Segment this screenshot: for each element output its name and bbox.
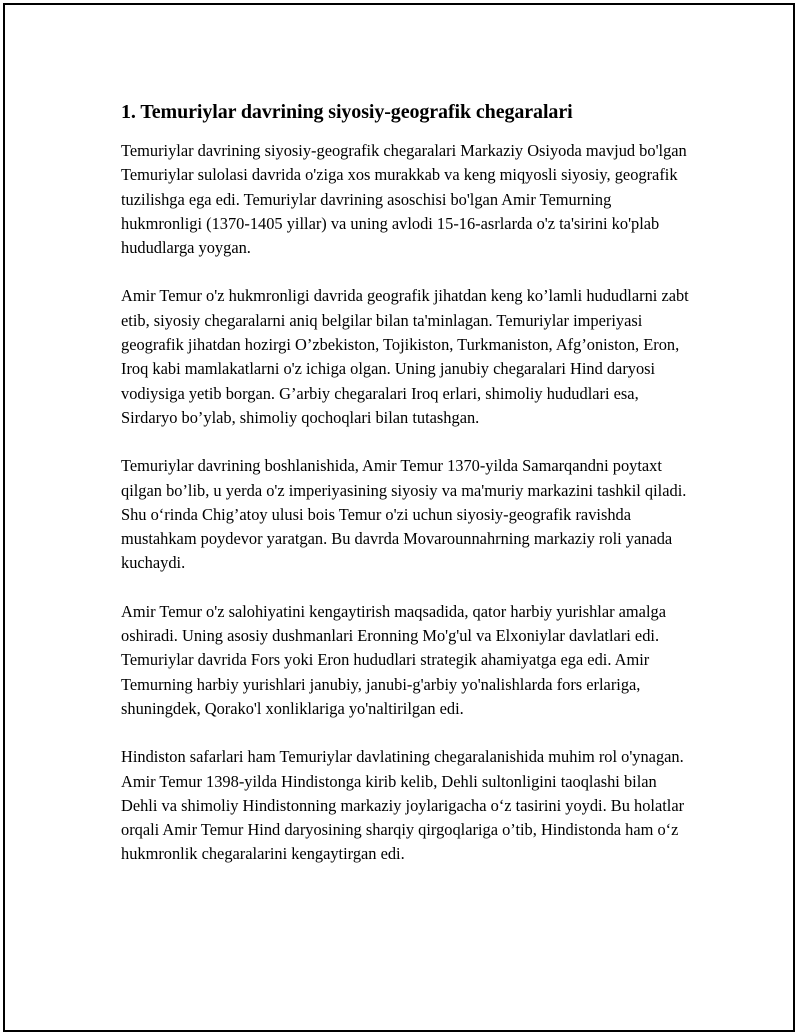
document-body: [121, 99, 696, 891]
paragraph-2: Amir Temur o'z hukmronligi davrida geografik jihatdan keng ko’lamli hududlarni zabt etib, siyosiy chegaralarni aniq belgilar bilan ta'minlagan. Temuriylar imperiyasi geografik jihatdan hozirgi O’zbekiston, Tojikiston, Turkmaniston, Afg’oniston, Eron, Iroq kabi mamlakatlarni o'z ichiga olgan. Uning janubiy chegaralari Hind daryosi vodiysiga yetib borgan. G’arbiy chegaralari Iroq erlari, shimoliy hududlari esa, Sirdaryo bo’ylab, shimoliy qochoqlari bilan tutashgan.: [121, 286, 689, 427]
page-title: 1. Temuriylar davrining siyosiy-geografik chegaralari: [121, 101, 573, 123]
paragraph-1: Temuriylar davrining siyosiy-geografik chegaralari Markaziy Osiyoda mavjud bo'lgan Temuriylar sulolasi davrida o'ziga xos murakkab va keng miqyosli siyosiy, geografik tuzilishga ega edi. Temuriylar davrining asoschisi bo'lgan Amir Temurning hukmronligi (1370-1405 yillar) va uning avlodi 15-16-asrlarda o'z ta'sirini ko'plab hududlarga yoygan.: [121, 141, 687, 258]
paragraph-4: Amir Temur o'z salohiyatini kengaytirish maqsadida, qator harbiy yurishlar amalga oshiradi. Uning asosiy dushmanlari Eronning Mo'g'ul va Elxoniylar davlatlari edi. Temuriylar davrida Fors yoki Eron hududlari strategik ahamiyatga ega edi. Amir Temurning harbiy yurishlari janubiy, janubi-g'arbiy yo'nalishlarda fors erlariga, shuningdek, Qorako'l xonliklariga yo'naltirilgan edi.: [121, 601, 666, 718]
page-frame: [3, 3, 795, 1032]
paragraph-5: Hindiston safarlari ham Temuriylar davlatining chegaralanishida muhim rol o'ynagan. Amir Temur 1398-yilda Hindistonga kirib kelib, Dehli sultonligini taoqlashi bilan Dehli va shimoliy Hindistonning markaziy joylarigacha o‘z tasirini yoydi. Bu holatlar orqali Amir Temur Hind daryosining sharqiy qirgoqlariga o’tib, Hindistonda ham o‘z hukmronlik chegaralarini kengaytirgan edi.: [121, 747, 685, 864]
paragraph-3: Temuriylar davrining boshlanishida, Amir Temur 1370-yilda Samarqandni poytaxt qilgan bo’lib, u yerda o'z imperiyasining siyosiy va ma'muriy markazini tashkil qiladi. Shu o‘rinda Chig’atoy ulusi bois Temur o'zi uchun siyosiy-geografik ravishda mustahkam poydevor yaratgan. Bu davrda Movarounnahrning markaziy roli yanada kuchaydi.: [121, 456, 687, 573]
